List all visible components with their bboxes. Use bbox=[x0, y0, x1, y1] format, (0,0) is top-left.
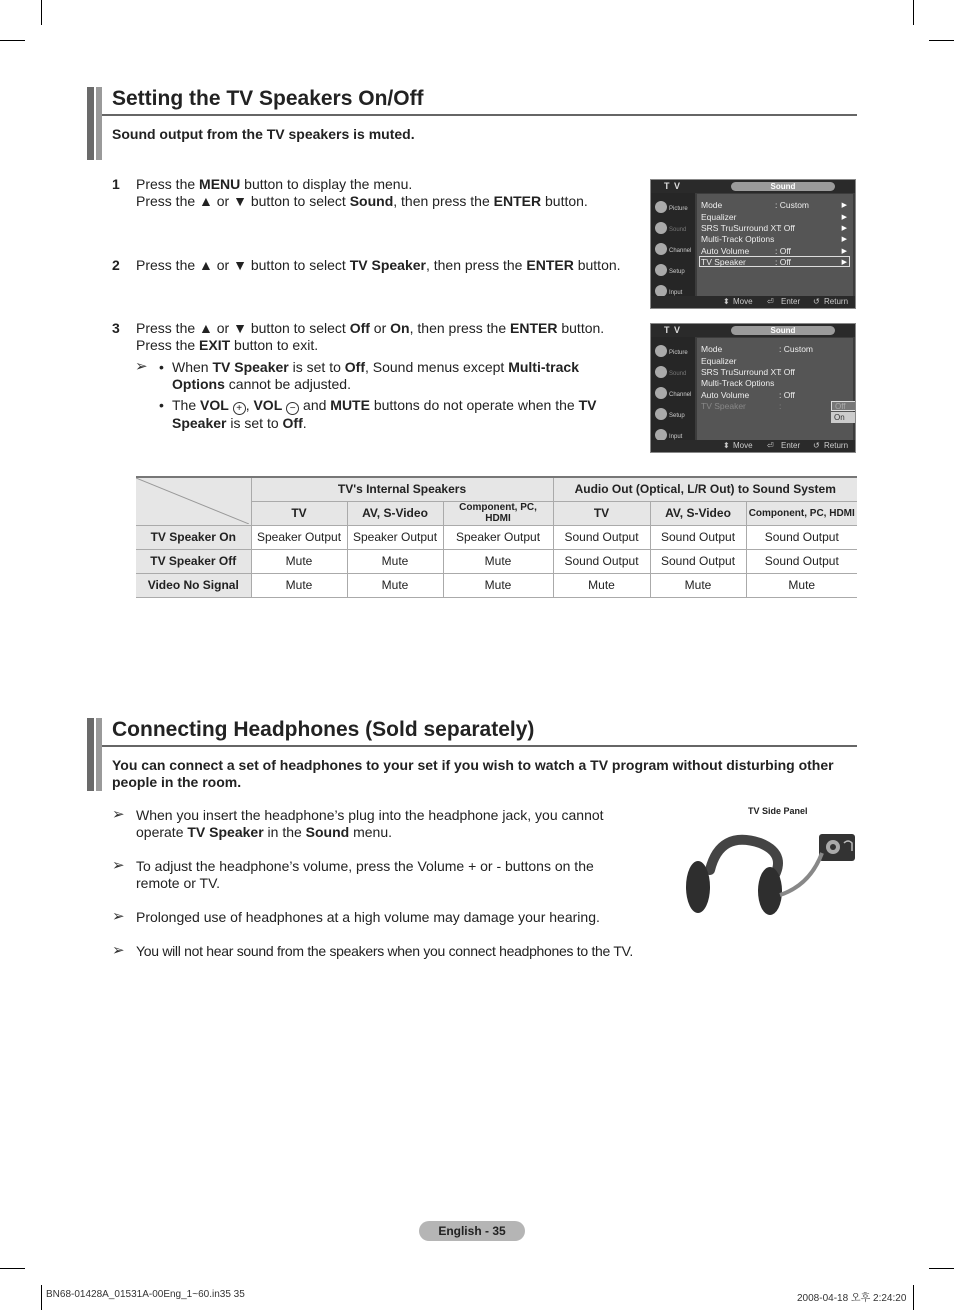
osd-row: SRS TruSurround XT : Off bbox=[701, 223, 795, 233]
table-cell: Mute bbox=[746, 573, 857, 597]
right-earcup bbox=[758, 867, 782, 915]
note-arrow-icon: ➢ bbox=[112, 857, 125, 874]
osd-tab: Sound bbox=[731, 182, 835, 191]
step-text: Press the ▲ or ▼ button to select Off or On, then press the ENTER button. Press the EXIT button to exit. bbox=[136, 320, 605, 353]
osd-category: Channel bbox=[669, 392, 692, 398]
table-col-header: Component, PC, HDMI bbox=[746, 501, 857, 525]
osd-category: Input bbox=[669, 434, 683, 440]
table-row bbox=[136, 549, 857, 573]
section-bar bbox=[87, 718, 94, 791]
triangle-right-icon: ▶ bbox=[841, 225, 847, 232]
osd-row: SRS TruSurround XT : Off bbox=[701, 367, 795, 377]
triangle-right-icon: ▶ bbox=[841, 214, 847, 221]
note-text: You will not hear sound from the speakers when you connect headphones to the TV. bbox=[136, 943, 633, 959]
osd-row: Mode : Custom bbox=[701, 200, 810, 210]
table-cell: Sound Output bbox=[746, 525, 857, 549]
table-col-header: Component, PC, HDMI bbox=[443, 501, 553, 525]
osd-tv-label: T V bbox=[664, 325, 682, 335]
section-rule bbox=[102, 745, 857, 747]
osd-row: Auto Volume : Off bbox=[701, 390, 795, 400]
note-arrow-icon: ➢ bbox=[112, 908, 125, 925]
osd-category: Channel bbox=[669, 248, 692, 254]
table-cell: Sound Output bbox=[553, 549, 650, 573]
step-number: 3 bbox=[112, 320, 120, 336]
osd-row: Equalizer bbox=[701, 356, 737, 366]
crop-mark bbox=[41, 0, 42, 25]
print-file-info: BN68-01428A_01531A-00Eng_1~60.in35 35 bbox=[46, 1289, 245, 1300]
section-bar bbox=[96, 87, 102, 160]
setup-icon bbox=[655, 264, 667, 276]
step-text: Press the MENU button to display the menu. Press the ▲ or ▼ button to select Sound, then press the ENTER button. bbox=[136, 176, 588, 209]
osd-category: Sound bbox=[669, 227, 687, 233]
osd-row: Multi-Track Options bbox=[701, 378, 775, 388]
enter-icon: ⏎ bbox=[767, 297, 774, 306]
table-corner bbox=[136, 477, 251, 525]
osd-sidebar bbox=[651, 337, 695, 441]
osd-row: TV Speaker : Off bbox=[701, 257, 791, 267]
table-cell: Speaker Output bbox=[443, 525, 553, 549]
table-cell: Sound Output bbox=[650, 549, 746, 573]
osd-row: Multi-Track Options bbox=[701, 234, 775, 244]
left-earcup bbox=[686, 861, 710, 913]
table-cell: Mute bbox=[443, 573, 553, 597]
table-cell: Mute bbox=[251, 573, 347, 597]
table-cell: Mute bbox=[347, 573, 443, 597]
headphones-illustration bbox=[670, 825, 860, 925]
osd-category: Input bbox=[669, 290, 683, 296]
osd-category: Setup bbox=[669, 413, 685, 419]
picture-icon bbox=[655, 345, 667, 357]
note-text: To adjust the headphone’s volume, press the Volume + or - buttons on the remote or TV. bbox=[136, 858, 594, 891]
table-row bbox=[136, 525, 857, 549]
osd-header bbox=[651, 180, 855, 193]
section-intro: Sound output from the TV speakers is muted. bbox=[112, 126, 415, 142]
section-intro: You can connect a set of headphones to your set if you wish to watch a TV program without disturbing other people in the room. bbox=[112, 757, 834, 790]
osd-category: Sound bbox=[669, 371, 687, 377]
move-icon: ⬍ bbox=[723, 297, 730, 306]
table-cell: Sound Output bbox=[553, 525, 650, 549]
osd-menu-tv-speaker bbox=[650, 323, 856, 453]
vol-plus-icon: + bbox=[233, 402, 246, 415]
osd-category: Picture bbox=[669, 206, 688, 212]
note-text: Prolonged use of headphones at a high volume may damage your hearing. bbox=[136, 909, 600, 925]
osd-sidebar bbox=[651, 193, 695, 297]
step-text: Press the ▲ or ▼ button to select TV Speaker, then press the ENTER button. bbox=[136, 257, 621, 273]
vol-minus-icon: − bbox=[286, 402, 299, 415]
print-date-info: 2008-04-18 오후 2:24:20 bbox=[797, 1293, 907, 1304]
section-bar bbox=[96, 718, 102, 791]
osd-option-on: On bbox=[831, 412, 856, 423]
table-col-header: TV bbox=[553, 501, 650, 525]
channel-icon bbox=[655, 243, 667, 255]
osd-main bbox=[697, 194, 853, 296]
osd-row: Mode : Custom bbox=[701, 344, 814, 354]
triangle-right-icon: ▶ bbox=[841, 248, 847, 255]
osd-row: Equalizer bbox=[701, 212, 737, 222]
osd-category: Picture bbox=[669, 350, 688, 356]
osd-tab: Sound bbox=[731, 326, 835, 335]
diagonal-line bbox=[136, 478, 249, 524]
osd-menu-sound bbox=[650, 179, 856, 309]
table-group-header: Audio Out (Optical, L/R Out) to Sound System bbox=[553, 477, 857, 501]
crop-mark bbox=[913, 1285, 914, 1310]
step-number: 2 bbox=[112, 257, 120, 273]
sound-icon bbox=[655, 222, 667, 234]
table-row-label: TV Speaker On bbox=[136, 525, 251, 549]
step-3 bbox=[112, 320, 632, 360]
table-cell: Sound Output bbox=[746, 549, 857, 573]
crop-mark bbox=[913, 0, 914, 25]
sound-icon bbox=[655, 366, 667, 378]
osd-option-off: Off bbox=[831, 401, 856, 411]
table-row-label: TV Speaker Off bbox=[136, 549, 251, 573]
osd-category: Setup bbox=[669, 269, 685, 275]
return-icon: ↺ bbox=[813, 441, 820, 450]
note-text: When you insert the headphone’s plug into the headphone jack, you cannot operate TV Speaker in the Sound menu. bbox=[136, 807, 604, 840]
table-cell: Mute bbox=[251, 549, 347, 573]
crop-mark bbox=[0, 1268, 25, 1269]
triangle-right-icon: ▶ bbox=[841, 236, 847, 243]
table-cell: Sound Output bbox=[650, 525, 746, 549]
table-col-header: AV, S-Video bbox=[650, 501, 746, 525]
table-cell: Mute bbox=[347, 549, 443, 573]
table-cell: Speaker Output bbox=[347, 525, 443, 549]
crop-mark bbox=[41, 1285, 42, 1310]
table-group-header: TV's Internal Speakers bbox=[251, 477, 553, 501]
triangle-right-icon: ▶ bbox=[841, 202, 847, 209]
osd-main bbox=[697, 338, 853, 440]
osd-tv-label: T V bbox=[664, 181, 682, 191]
table-cell: Mute bbox=[443, 549, 553, 573]
osd-header bbox=[651, 324, 855, 337]
table-cell: Mute bbox=[650, 573, 746, 597]
osd-footer: ⬍ Move ⏎ Enter ↺ Return bbox=[651, 296, 855, 308]
table-col-header: AV, S-Video bbox=[347, 501, 443, 525]
section-title: Setting the TV Speakers On/Off bbox=[112, 87, 424, 110]
headphone-cable bbox=[780, 853, 822, 895]
return-icon: ↺ bbox=[813, 297, 820, 306]
enter-icon: ⏎ bbox=[767, 441, 774, 450]
section-title: Connecting Headphones (Sold separately) bbox=[112, 718, 535, 741]
table-row-label: Video No Signal bbox=[136, 573, 251, 597]
step-2 bbox=[112, 257, 632, 277]
crop-mark bbox=[929, 40, 954, 41]
table-row bbox=[136, 573, 857, 597]
table-col-header: TV bbox=[251, 501, 347, 525]
channel-icon bbox=[655, 387, 667, 399]
note-arrow-icon: ➢ bbox=[112, 942, 125, 959]
note-arrow-icon: ➢ bbox=[135, 358, 148, 375]
osd-row: TV Speaker : bbox=[701, 401, 782, 411]
picture-icon bbox=[655, 201, 667, 213]
note-arrow-icon: ➢ bbox=[112, 806, 125, 823]
table-header-row bbox=[136, 477, 857, 501]
osd-row: Auto Volume : Off bbox=[701, 246, 791, 256]
crop-mark bbox=[0, 40, 25, 41]
speaker-output-table bbox=[136, 476, 857, 598]
table-cell: Speaker Output bbox=[251, 525, 347, 549]
move-icon: ⬍ bbox=[723, 441, 730, 450]
table-cell: Mute bbox=[553, 573, 650, 597]
step-number: 1 bbox=[112, 176, 120, 192]
page-number: English - 35 bbox=[419, 1221, 525, 1241]
osd-footer: ⬍ Move ⏎ Enter ↺ Return bbox=[651, 440, 855, 452]
triangle-right-icon: ▶ bbox=[841, 259, 847, 266]
crop-mark bbox=[929, 1268, 954, 1269]
step-1 bbox=[112, 176, 632, 216]
setup-icon bbox=[655, 408, 667, 420]
section-rule bbox=[102, 114, 857, 116]
section-bar bbox=[87, 87, 94, 160]
figure-label: TV Side Panel bbox=[748, 806, 808, 816]
